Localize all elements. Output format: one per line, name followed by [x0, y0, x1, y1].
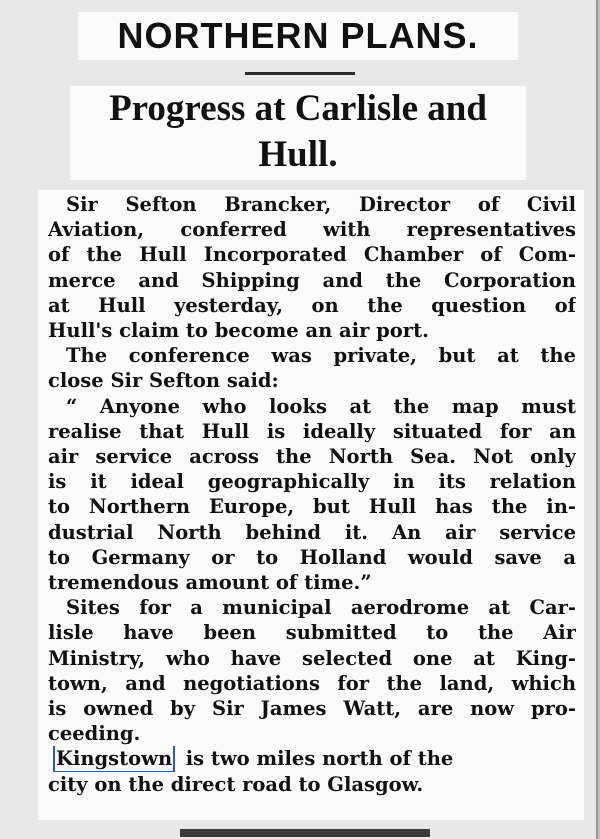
article-line: to Germany or to Holland would save a — [48, 545, 576, 569]
article-line: Hull's claim to become an air port. — [48, 319, 429, 343]
article-line: lisle have been submitted to the Air — [48, 621, 576, 645]
article-line: dustrial North behind it. An air service — [48, 520, 576, 544]
article-body — [38, 190, 584, 820]
article-line: Aviation, conferred with representatives — [48, 218, 576, 242]
article-line: “ Anyone who looks at the map must — [66, 394, 576, 418]
search-highlight[interactable]: Kingstown — [56, 747, 173, 771]
article-line: tremendous amount of time.” — [48, 571, 372, 595]
article-line: is owned by Sir James Watt, are now pro- — [48, 697, 576, 721]
article-line: city on the direct road to Glasgow. — [48, 772, 424, 796]
subheadline-line-1: Progress at Carlisle and — [109, 88, 487, 129]
subheadline — [70, 86, 526, 180]
headline: NORTHERN PLANS. — [78, 12, 518, 60]
article-line: at Hull yesterday, on the question of — [48, 293, 576, 317]
article-line: air service across the North Sea. Not only — [48, 445, 576, 469]
article-line: realise that Hull is ideally situated for an — [48, 419, 576, 443]
article-line-rest: is two miles north of the — [185, 747, 454, 771]
article-line: Ministry, who have selected one at King- — [48, 646, 576, 670]
article-line: of the Hull Incorporated Chamber of Com- — [48, 243, 576, 267]
subheadline-line-2: Hull. — [258, 134, 338, 175]
article-line: Sir Sefton Brancker, Director of Civil — [66, 193, 576, 216]
article-line: close Sir Sefton said: — [48, 369, 279, 393]
headline-divider — [245, 72, 355, 75]
article-line: Sites for a municipal aerodrome at Car- — [66, 596, 576, 620]
article-line: to Northern Europe, but Hull has the in- — [48, 495, 576, 519]
article-line: is it ideal geographically in its relation — [48, 470, 576, 494]
bottom-divider — [180, 829, 430, 837]
article-line-highlighted — [48, 746, 576, 771]
article-line: ceeding. — [48, 722, 141, 746]
article-line: merce and Shipping and the Corporation — [48, 268, 576, 292]
article-line: The conference was private, but at the — [66, 344, 576, 368]
article-line: town, and negotiations for the land, which — [48, 671, 576, 695]
